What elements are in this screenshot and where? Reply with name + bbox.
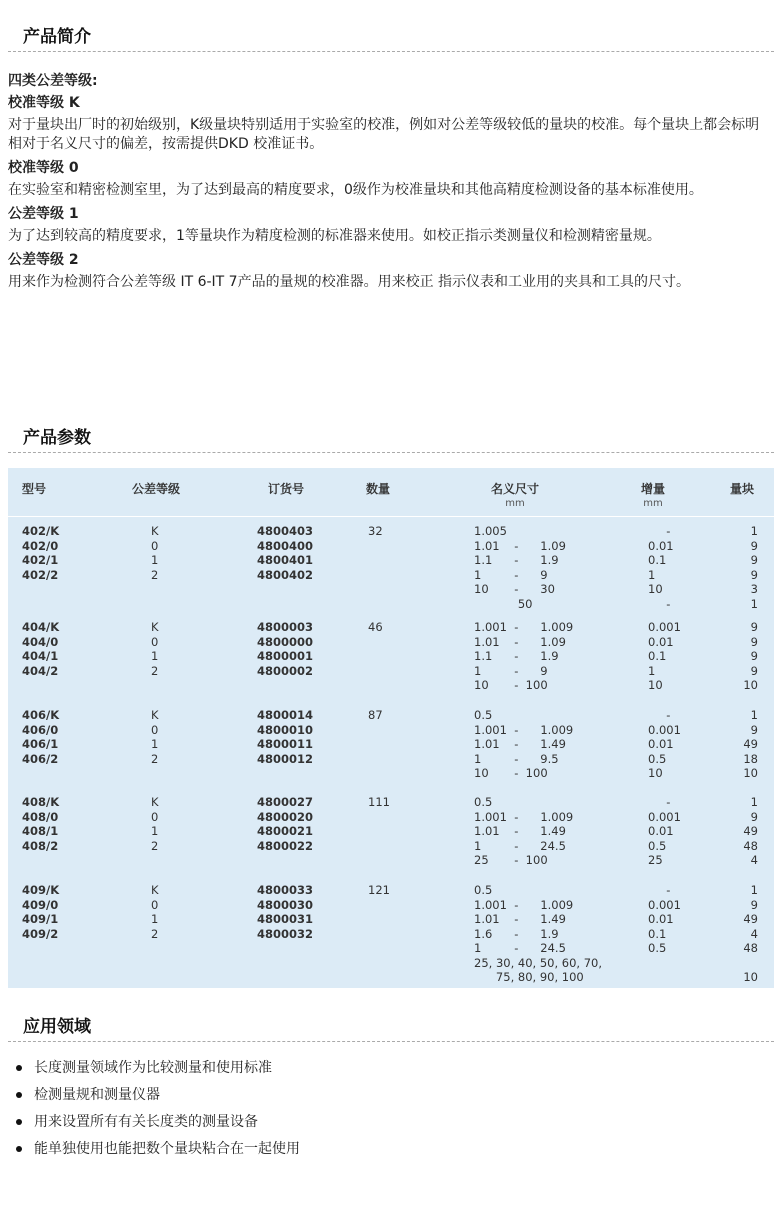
grade-description: 对于量块出厂时的初始级别，K级量块特别适用于实验室的校准，例如对公差等级较低的量块的校准。每个量块上都会标明相对于名义尺寸的偏差，按需提供DKD 校准证书。	[8, 117, 760, 152]
header-inc-unit: mm	[643, 498, 663, 509]
header-grade: 公差等级	[132, 482, 181, 496]
header-size-unit: mm	[505, 498, 525, 509]
grade-cell: K 0 1 2	[151, 795, 159, 853]
header-inc-label: 增量	[640, 482, 665, 496]
order-cell: 4800027 4800020 4800021 4800022	[257, 795, 314, 853]
increment-cell: - 0.001 0.01 0.1 0.5	[648, 883, 681, 955]
header-size	[486, 480, 544, 509]
table-header	[8, 468, 774, 517]
params-table	[8, 468, 774, 988]
increment-cell: - 0.001 0.01 0.5 25	[648, 795, 681, 867]
list-item-text: 检测量规和测量仪器	[34, 1087, 160, 1103]
bullet-icon	[16, 1065, 22, 1071]
qty-cell: 111	[368, 795, 390, 809]
header-blocks: 量块	[730, 482, 755, 496]
model-cell: 406/K 406/0 406/1 406/2	[22, 708, 60, 766]
blocks-cell: 1 9 9 9 3 1	[750, 524, 758, 611]
grade-heading: 公差等级 2	[8, 252, 79, 268]
blocks-cell: 1 9 49 18 10	[743, 708, 758, 780]
intro-content	[8, 70, 772, 297]
bullet-icon	[16, 1146, 22, 1152]
order-cell: 4800403 4800400 4800401 4800402	[257, 524, 314, 582]
applications-list	[14, 1058, 300, 1166]
model-cell: 409/K 409/0 409/1 409/2	[22, 883, 60, 941]
size-cell: 1.005 1.01 - 1.09 1.1 - 1.9 1 - 9 10 - 30 50	[474, 524, 566, 611]
blocks-cell: 9 9 9 9 10	[743, 620, 758, 692]
size-cell: 0.5 1.001 - 1.009 1.01 - 1.49 1 - 9.5 10 - 100	[474, 708, 574, 780]
header-qty: 数量	[366, 482, 391, 496]
header-model: 型号	[22, 482, 47, 496]
list-item	[14, 1139, 300, 1166]
order-cell: 4800033 4800030 4800031 4800032	[257, 883, 314, 941]
list-item-text: 用来设置所有有关长度类的测量设备	[34, 1114, 258, 1130]
grade-description: 在实验室和精密检测室里，为了达到最高的精度要求，0级作为校准量块和其他高精度检测设备的基本标准使用。	[8, 182, 703, 198]
size-cell: 0.5 1.001 - 1.009 1.01 - 1.49 1 - 24.5 25 - 100	[474, 795, 574, 867]
bullet-icon	[16, 1092, 22, 1098]
section-header-apps	[8, 1016, 774, 1042]
list-item-text: 能单独使用也能把数个量块粘合在一起使用	[34, 1141, 300, 1157]
grade-description: 为了达到较高的精度要求，1等量块作为精度检测的标准器来使用。如校正指示类测量仪和检测精密量规。	[8, 228, 661, 244]
section-title: 产品简介	[23, 27, 91, 47]
blocks-cell: 1 9 49 48 4	[743, 795, 758, 867]
increment-cell: 0.001 0.01 0.1 1 10	[648, 620, 681, 692]
section-title: 应用领域	[23, 1017, 91, 1037]
model-cell: 408/K 408/0 408/1 408/2	[22, 795, 60, 853]
grade-cell: K 0 1 2	[151, 883, 159, 941]
grade-heading: 校准等级 0	[8, 160, 79, 176]
section-header-intro	[8, 26, 774, 52]
order-cell: 4800014 4800010 4800011 4800012	[257, 708, 314, 766]
list-item	[14, 1112, 300, 1139]
header-increment	[636, 480, 670, 509]
grade-heading: 校准等级 K	[8, 95, 80, 111]
qty-cell: 121	[368, 883, 390, 897]
qty-cell: 32	[368, 524, 383, 538]
size-cell: 1.001 - 1.009 1.01 - 1.09 1.1 - 1.9 1 - 9 10 - 100	[474, 620, 574, 692]
header-size-label: 名义尺寸	[490, 482, 539, 496]
qty-cell: 87	[368, 708, 383, 722]
grade-heading: 公差等级 1	[8, 206, 79, 222]
size-cell: 0.5 1.001 - 1.009 1.01 - 1.49 1.6 - 1.9 1 - 24.5 25, 30, 40, 50, 60, 70, 75, 80, 90, 100	[474, 883, 603, 984]
list-item	[14, 1058, 300, 1085]
grade-cell: K 0 1 2	[151, 524, 159, 582]
grade-cell: K 0 1 2	[151, 708, 159, 766]
header-order: 订货号	[268, 482, 305, 496]
blocks-cell: 1 9 49 4 48 10	[743, 883, 758, 984]
list-item	[14, 1085, 300, 1112]
qty-cell: 46	[368, 620, 383, 634]
section-header-params	[8, 427, 774, 453]
grade-description: 用来作为检测符合公差等级 IT 6-IT 7产品的量规的校准器。用来校正 指示仪表和工业用的夹具和工具的尺寸。	[8, 274, 691, 290]
list-item-text: 长度测量领域作为比较测量和使用标准	[34, 1060, 272, 1076]
grade-cell: K 0 1 2	[151, 620, 159, 678]
order-cell: 4800003 4800000 4800001 4800002	[257, 620, 314, 678]
increment-cell: - 0.001 0.01 0.5 10	[648, 708, 681, 780]
model-cell: 404/K 404/0 404/1 404/2	[22, 620, 60, 678]
model-cell: 402/K 402/0 402/1 402/2	[22, 524, 60, 582]
intro-lead: 四类公差等级:	[8, 73, 98, 89]
increment-cell: - 0.01 0.1 1 10 -	[648, 524, 674, 611]
section-title: 产品参数	[23, 428, 91, 448]
bullet-icon	[16, 1119, 22, 1125]
